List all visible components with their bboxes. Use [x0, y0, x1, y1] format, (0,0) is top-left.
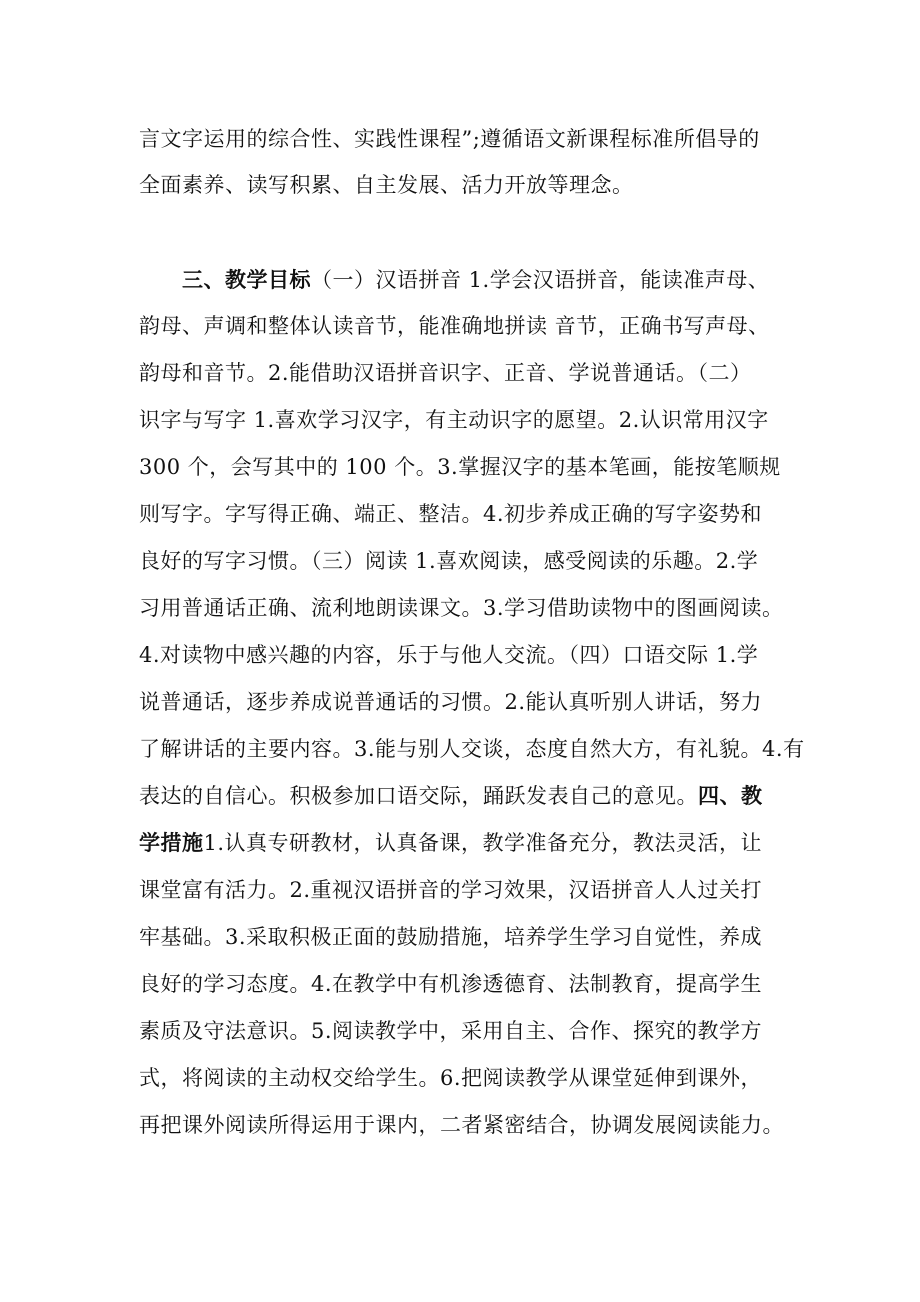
paragraph-line: 言文字运用的综合性、实践性课程”;遵循语文新课程标准所倡导的	[139, 127, 760, 151]
paragraph-line: 良好的写字习惯。（三）阅读 1.喜欢阅读，感受阅读的乐趣。2.学	[139, 549, 759, 573]
paragraph-line: 习用普通话正确、流利地朗读课文。3.学习借助读物中的图画阅读。	[139, 596, 784, 620]
section-heading-line	[139, 828, 762, 858]
section-heading-line	[182, 265, 769, 295]
paragraph-line: 再把课外阅读所得运用于课内，二者紧密结合，协调发展阅读能力。	[139, 1113, 784, 1137]
paragraph-line: 韵母、声调和整体认读音节，能准确地拼读 音节，正确书写声母、	[139, 314, 770, 338]
section-heading-line	[139, 781, 763, 811]
paragraph-line: 300 个，会写其中的 100 个。3.掌握汉字的基本笔画，能按笔顺规	[139, 455, 781, 479]
paragraph-line: 说普通话，逐步养成说普通话的习惯。2.能认真听别人讲话，努力	[139, 690, 763, 714]
paragraph-line: 韵母和音节。2.能借助汉语拼音识字、正音、学说普通话。（二）	[139, 361, 752, 385]
paragraph-line: 良好的学习态度。4.在教学中有机渗透德育、法制教育，提高学生	[139, 972, 763, 996]
section-heading-teaching-measures-part2: 学措施	[139, 831, 204, 855]
paragraph-text: （一）汉语拼音 1.学会汉语拼音，能读准声母、	[311, 268, 770, 292]
section-heading-teaching-goals: 三、教学目标	[182, 268, 311, 292]
paragraph-line: 式，将阅读的主动权交给学生。6.把阅读教学从课堂延伸到课外，	[139, 1066, 763, 1090]
paragraph-line: 识字与写字 1.喜欢学习汉字，有主动识字的愿望。2.认识常用汉字	[139, 408, 769, 432]
paragraph-text: 1.认真专研教材，认真备课，教学准备充分，教法灵活，让	[203, 831, 763, 855]
paragraph-text: 表达的自信心。积极参加口语交际，踊跃发表自己的意见。	[139, 784, 698, 808]
paragraph-line: 课堂富有活力。2.重视汉语拼音的学习效果，汉语拼音人人过关打	[139, 878, 763, 902]
paragraph-line: 4.对读物中感兴趣的内容，乐于与他人交流。（四）口语交际 1.学	[139, 643, 759, 667]
paragraph-line: 牢基础。3.采取积极正面的鼓励措施，培养学生学习自觉性，养成	[139, 925, 763, 949]
paragraph-line: 素质及守法意识。5.阅读教学中，采用自主、合作、探究的教学方	[139, 1019, 763, 1043]
section-heading-teaching-measures-part1: 四、教	[698, 784, 763, 808]
paragraph-line: 全面素养、读写积累、自主发展、活力开放等理念。	[139, 173, 634, 197]
paragraph-line: 则写字。字写得正确、端正、整洁。4.初步养成正确的写字姿势和	[139, 502, 763, 526]
paragraph-line: 了解讲话的主要内容。3.能与别人交谈，态度自然大方，有礼貌。4.有	[139, 737, 805, 761]
